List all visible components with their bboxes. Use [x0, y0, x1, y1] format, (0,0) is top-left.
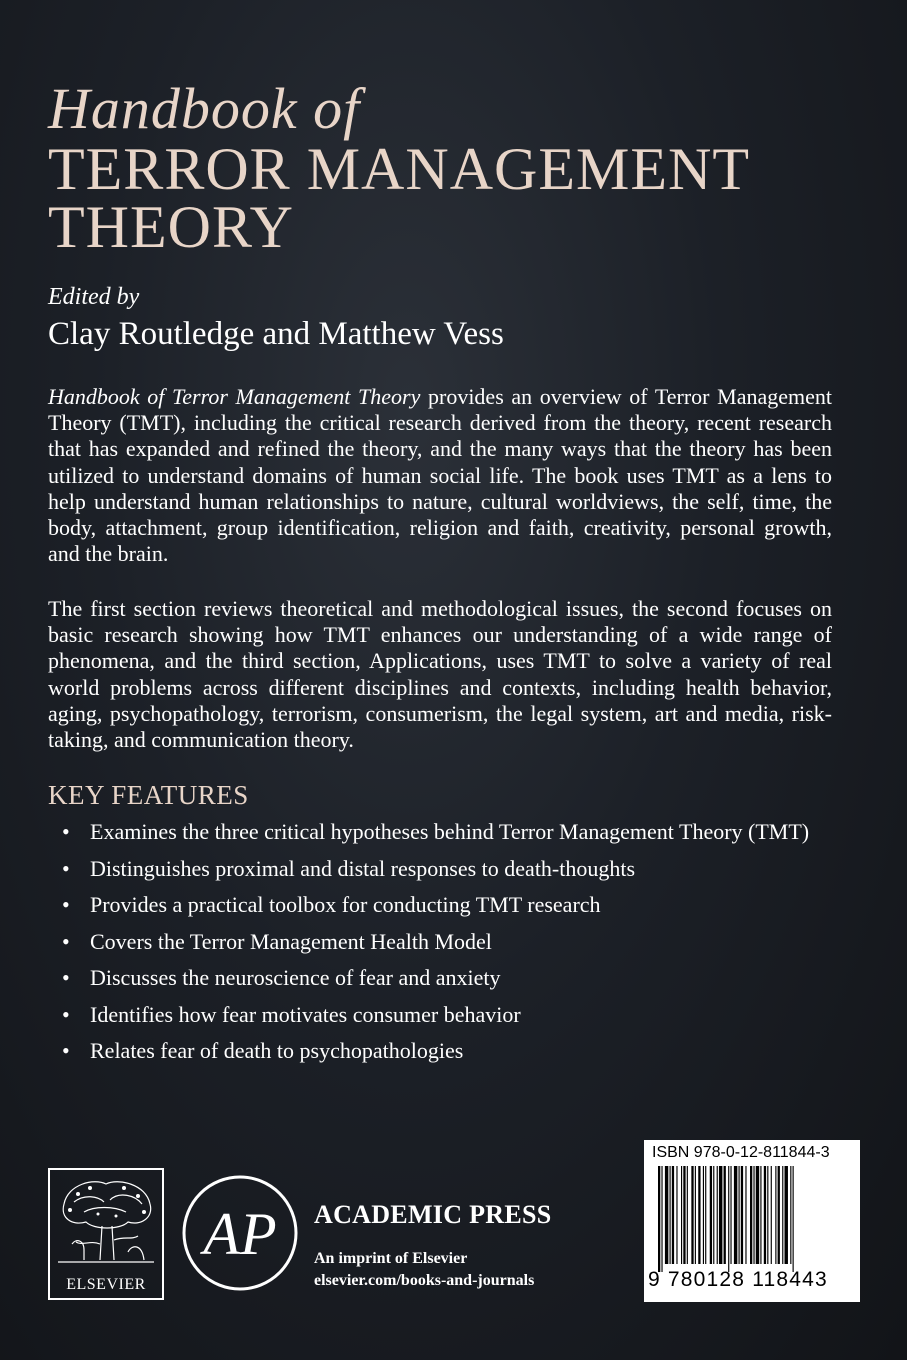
key-feature-text: Distinguishes proximal and distal responses to death-thoughts	[90, 855, 636, 881]
barcode-bar	[719, 1166, 722, 1264]
barcode-bar	[713, 1166, 714, 1264]
barcode-bar	[728, 1166, 729, 1272]
barcode-bar	[717, 1166, 718, 1264]
barcode-bar	[724, 1166, 726, 1264]
barcode-bar	[670, 1166, 671, 1264]
key-feature-text: Provides a practical toolbox for conducting TMT research	[90, 892, 601, 917]
barcode-bar	[730, 1166, 731, 1264]
barcode-bar	[760, 1166, 761, 1264]
isbn-barcode	[644, 1140, 860, 1302]
key-feature-item	[62, 964, 842, 991]
barcode-bar	[753, 1166, 754, 1264]
title-line-theory: THEORY	[48, 194, 294, 260]
key-feature-text: Identifies how fear motivates consumer behavior	[90, 1001, 521, 1027]
barcode-bar	[734, 1166, 737, 1264]
key-feature-item	[62, 928, 842, 955]
key-feature-item	[62, 1001, 842, 1028]
bullet-icon: •	[62, 1001, 70, 1027]
elsevier-logo	[48, 1168, 164, 1300]
barcode-bar	[785, 1166, 788, 1264]
barcode-bar	[793, 1166, 794, 1272]
barcode-bar	[658, 1166, 660, 1272]
barcode-digits: 9 780128 118443	[648, 1268, 828, 1291]
barcode-bar	[739, 1166, 740, 1264]
edited-by-label: Edited by	[48, 284, 140, 310]
barcode-bar	[756, 1166, 759, 1264]
bullet-icon: •	[62, 928, 70, 954]
bullet-icon: •	[62, 819, 70, 844]
key-feature-text: Relates fear of death to psychopathologies	[90, 1038, 464, 1063]
publisher-name: ACADEMIC PRESS	[314, 1200, 552, 1229]
barcode-bars	[658, 1166, 848, 1276]
barcode-bar	[676, 1166, 677, 1264]
bullet-icon: •	[62, 855, 70, 881]
key-feature-text: Discusses the neuroscience of fear and anxiety	[90, 965, 501, 990]
key-feature-text: Examines the three critical hypotheses behind Terror Management Theory (TMT)	[90, 819, 810, 844]
barcode-bar	[683, 1166, 685, 1264]
barcode-bar	[661, 1166, 662, 1272]
isbn-label: ISBN 978-0-12-811844-3	[652, 1144, 830, 1161]
barcode-bar	[691, 1166, 693, 1264]
bullet-icon: •	[62, 965, 70, 990]
bullet-icon: •	[62, 892, 70, 917]
key-features-heading: KEY FEATURES	[48, 780, 249, 810]
barcode-bar	[778, 1166, 780, 1264]
elsevier-tree-icon	[54, 1174, 158, 1270]
academic-press-logo	[180, 1168, 300, 1303]
barcode-bar	[710, 1166, 712, 1264]
key-feature-item	[62, 855, 842, 882]
barcode-bar	[703, 1166, 704, 1264]
barcode-bar	[790, 1166, 791, 1264]
barcode-bar	[705, 1166, 706, 1264]
barcode-bar	[764, 1166, 766, 1264]
ap-monogram-icon	[180, 1168, 300, 1298]
description-paragraph-2: The first section reviews theoretical and methodological issues, the second focuses on basic research showing how TMT enhances our understanding of a wide range of phenomena, and the third section, Applications, uses TMT to solve a variety of real world problems across different disciplines and contexts, including health behavior, aging, psychopathology, terrorism, consumerism, the legal system, art and media, risk-taking, and communication theory.	[48, 596, 832, 753]
book-title	[48, 76, 878, 260]
key-feature-text: Covers the Terror Management Health Model	[90, 928, 492, 954]
ap-monogram-letters: AP	[203, 1201, 277, 1267]
bullet-icon: •	[62, 1038, 70, 1063]
elsevier-wordmark: ELSEVIER	[66, 1276, 146, 1293]
barcode-bar	[767, 1166, 768, 1264]
key-feature-item	[62, 818, 842, 845]
key-feature-item	[62, 1037, 842, 1064]
description-paragraph-1	[48, 384, 832, 567]
barcode-bar	[775, 1166, 776, 1264]
barcode-bar	[745, 1166, 746, 1264]
description-paragraph-1-text: provides an overview of Terror Management Theory (TMT), including the critical research derived from the theory, recent research that has expanded and refined the theory, and the many ways that the theory has been utilized to understand domains of human social life. The book uses TMT as a lens to help understand human relationships to nature, cultural worldviews, the self, time, the body, attachment, group identification, religion and faith, creativity, personal growth, and the brain.	[48, 384, 832, 567]
barcode-bar	[750, 1166, 752, 1264]
barcode-bar	[698, 1166, 700, 1264]
barcode-bar	[695, 1166, 696, 1264]
description-book-title: Handbook of Terror Management Theory	[48, 384, 421, 409]
barcode-bar	[665, 1166, 668, 1264]
barcode-bar	[672, 1166, 674, 1264]
publisher-imprint: An imprint of Elsevier	[314, 1250, 468, 1267]
editors-names: Clay Routledge and Matthew Vess	[48, 316, 504, 352]
barcode-bar	[782, 1166, 783, 1264]
title-line-handbook: Handbook of	[48, 76, 361, 141]
barcode-bar	[687, 1166, 688, 1264]
barcode-bar	[741, 1166, 743, 1264]
barcode-bar	[681, 1166, 682, 1264]
key-features-list	[62, 818, 842, 1074]
publisher-url: elsevier.com/books-and-journals	[314, 1272, 535, 1289]
barcode-bar	[771, 1166, 772, 1264]
key-feature-item	[62, 891, 842, 918]
title-line-terror-management: TERROR MANAGEMENT	[48, 136, 750, 202]
